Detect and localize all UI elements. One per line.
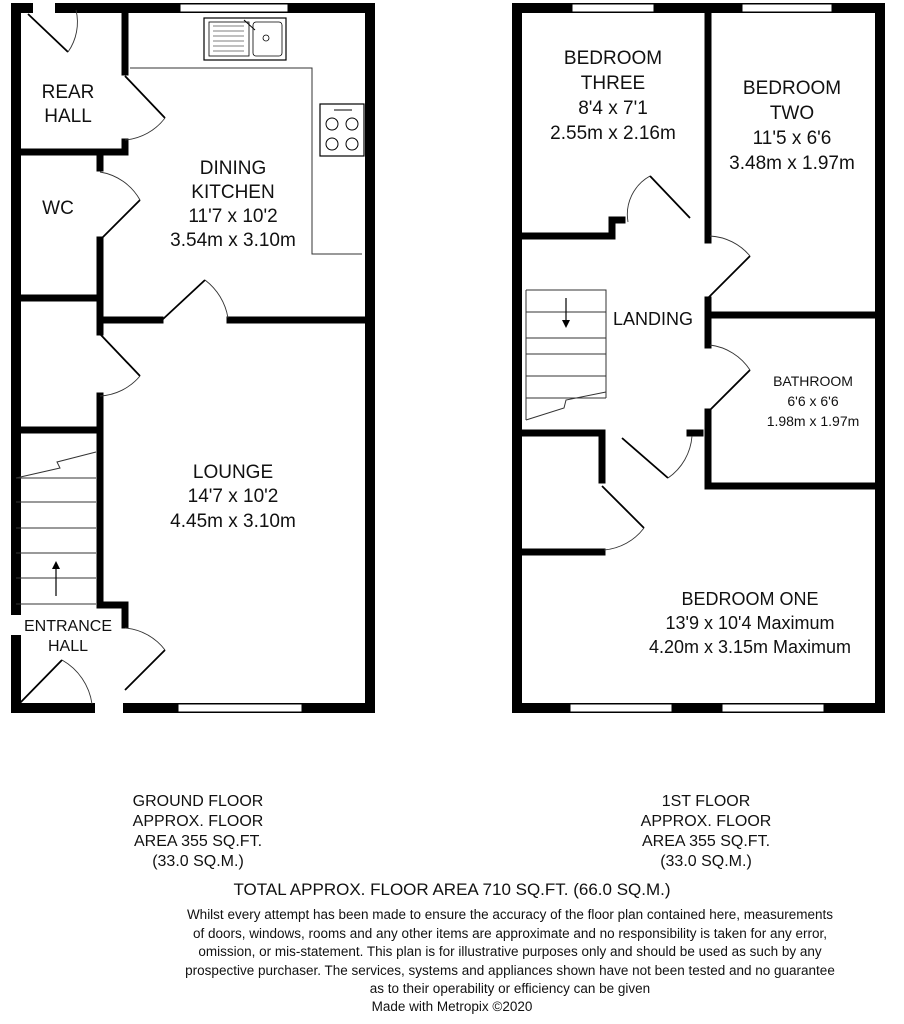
kitchen-hob xyxy=(320,104,364,156)
wc-wall xyxy=(16,240,100,298)
bathroom-imperial: 6'6 x 6'6 xyxy=(787,393,839,409)
cupboard-top-wall xyxy=(517,433,602,480)
first-floor-caption-line: 1ST FLOOR xyxy=(661,793,751,810)
bedroom-two-window xyxy=(742,4,832,12)
entrance-hall-label-line1: ENTRANCE xyxy=(23,618,113,635)
kitchen-lounge-wall xyxy=(100,298,370,320)
rear-hall-door xyxy=(125,76,165,140)
rear-external-door xyxy=(28,10,77,52)
wc-label: WC xyxy=(42,198,74,219)
kitchen-sink xyxy=(204,18,286,60)
disclaimer xyxy=(110,906,904,999)
lounge-window xyxy=(178,704,302,712)
first-floor-caption-line: APPROX. FLOOR xyxy=(640,813,772,830)
bedroom-one-window-right xyxy=(722,704,824,712)
lounge-door xyxy=(100,334,140,396)
disclaimer-line: as to their operability or efficiency can be given xyxy=(369,981,651,996)
hall-wall-lower xyxy=(100,396,125,625)
rear-hall-wall xyxy=(16,142,125,152)
disclaimer-line: prospective purchaser. The services, systems and appliances shown have not been tested and no guarantee xyxy=(185,962,835,978)
lounge-metric: 4.45m x 3.10m xyxy=(170,511,296,532)
landing-label: LANDING xyxy=(612,309,694,329)
rear-hall-label-line2: HALL xyxy=(44,106,92,127)
entrance-hall-door xyxy=(125,628,165,690)
bedroom-two-label-line1: BEDROOM xyxy=(742,78,842,99)
ground-floor-stairs xyxy=(16,452,96,604)
bedroom-three-imperial: 8'4 x 7'1 xyxy=(578,98,648,119)
bedroom-three-label-line1: BEDROOM xyxy=(563,48,663,69)
disclaimer-line: of doors, windows, rooms and any other items are approximate and no responsibility is taken for any error, xyxy=(192,925,828,941)
bedroom-two-door xyxy=(708,236,750,298)
bedroom-two-imperial: 11'5 x 6'6 xyxy=(752,128,832,149)
front-door xyxy=(18,660,92,705)
dining-kitchen-metric: 3.54m x 3.10m xyxy=(170,230,296,251)
bedroom-one-label: BEDROOM ONE xyxy=(681,589,819,609)
bathroom-metric: 1.98m x 1.97m xyxy=(766,413,860,429)
lounge-label: LOUNGE xyxy=(192,462,274,483)
kitchen-door xyxy=(162,280,228,320)
first-floor-caption xyxy=(606,792,806,872)
bedroom-three-door xyxy=(627,176,690,222)
ground-floor-caption-line: AREA 355 SQ.FT. xyxy=(133,833,263,850)
total-floor-area: TOTAL APPROX. FLOOR AREA 710 SQ.FT. (66.0 SQ.M.) xyxy=(233,880,671,899)
bedroom-three-label-line2: THREE xyxy=(580,73,646,94)
disclaimer-line: omission, or mis-statement. This plan is for illustrative purposes only and should be used as such by any xyxy=(198,944,822,959)
lounge-imperial: 14'7 x 10'2 xyxy=(187,486,279,507)
ground-floor-caption-line: APPROX. FLOOR xyxy=(132,813,264,830)
first-floor-stairs xyxy=(526,290,606,420)
bedroom-one-metric: 4.20m x 3.15m Maximum xyxy=(648,637,852,657)
first-floor-caption-line: AREA 355 SQ.FT. xyxy=(641,833,771,850)
dining-kitchen-imperial: 11'7 x 10'2 xyxy=(188,206,278,227)
bedroom-two-label-line2: TWO xyxy=(769,103,815,124)
disclaimer-line: Whilst every attempt has been made to ensure the accuracy of the floor plan contained here, measurements xyxy=(186,907,834,922)
bedroom-three-window xyxy=(572,4,654,12)
bedroom-two-metric: 3.48m x 1.97m xyxy=(729,153,855,174)
ground-floor-caption-line: GROUND FLOOR xyxy=(132,793,264,810)
bedroom-one-imperial: 13'9 x 10'4 Maximum xyxy=(665,613,835,633)
bathroom-label: BATHROOM xyxy=(773,373,853,389)
entrance-hall-label-line2: HALL xyxy=(47,638,89,655)
room-labels xyxy=(24,48,859,657)
bedroom-one-window-left xyxy=(570,704,672,712)
dining-kitchen-label-line1: DINING xyxy=(199,158,267,179)
credit-line: Made with Metropix ©2020 xyxy=(371,999,533,1014)
bedroom-three-metric: 2.55m x 2.16m xyxy=(550,123,676,144)
ground-floor-caption xyxy=(98,792,298,872)
bathroom-door xyxy=(708,345,750,412)
bedroom-two-bottom-wall xyxy=(708,300,880,315)
kitchen-window xyxy=(180,4,288,12)
ground-floor-caption-line: (33.0 SQ.M.) xyxy=(152,853,244,870)
cupboard-door xyxy=(602,486,644,550)
bedroom-one-door xyxy=(622,436,692,478)
rear-hall-label-line1: REAR xyxy=(41,82,95,103)
bedroom-three-bottom-wall xyxy=(517,220,622,236)
dining-kitchen-label-line2: KITCHEN xyxy=(191,182,275,203)
wc-door xyxy=(100,172,140,240)
first-floor-caption-line: (33.0 SQ.M.) xyxy=(660,853,752,870)
